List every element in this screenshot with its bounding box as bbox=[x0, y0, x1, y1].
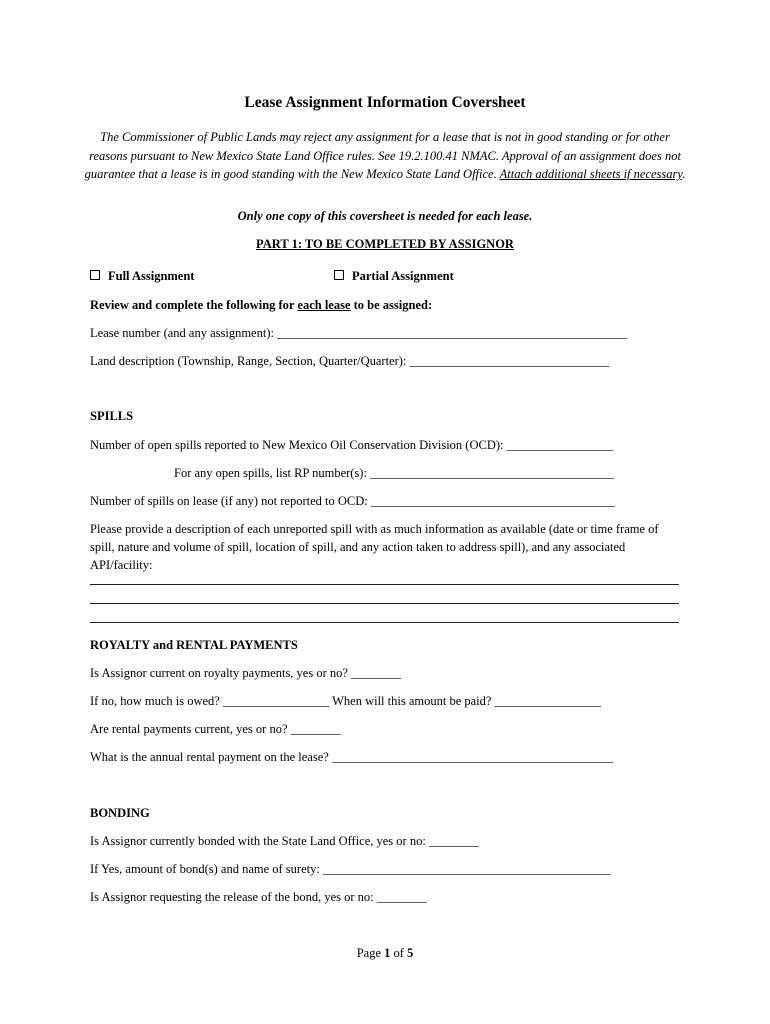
full-assignment-label: Full Assignment bbox=[108, 269, 195, 283]
spill-description-line-2[interactable] bbox=[90, 603, 679, 604]
full-assignment-checkbox[interactable] bbox=[90, 270, 100, 280]
page-of: of bbox=[390, 946, 408, 960]
rp-numbers-field[interactable]: For any open spills, list RP number(s): _______________________________________ bbox=[174, 466, 614, 480]
review-text-after: to be assigned: bbox=[350, 298, 433, 312]
partial-assignment-label: Partial Assignment bbox=[352, 269, 454, 283]
attach-period: . bbox=[682, 167, 686, 181]
spills-heading: SPILLS bbox=[90, 409, 134, 423]
page-word: Page bbox=[356, 946, 385, 960]
intro-paragraph bbox=[82, 128, 688, 184]
partial-assignment-option[interactable] bbox=[334, 268, 454, 284]
lease-number-field[interactable]: Lease number (and any assignment): ________________________________________________________ bbox=[90, 326, 628, 340]
unreported-spills-field[interactable]: Number of spills on lease (if any) not reported to OCD: _______________________________________ bbox=[90, 494, 615, 508]
page-total: 5 bbox=[407, 946, 414, 960]
bonding-heading: BONDING bbox=[90, 806, 150, 820]
bond-amount-field[interactable]: If Yes, amount of bond(s) and name of surety: ______________________________________________ bbox=[90, 862, 611, 876]
spill-description-prompt: Please provide a description of each unreported spill with as much information as available (date or time frame of spill, nature and volume of spill, location of spill, and any action taken to address spill), and any associated API/facility: bbox=[90, 522, 659, 572]
royalty-current-field[interactable]: Is Assignor current on royalty payments, yes or no? ________ bbox=[90, 666, 402, 680]
part1-heading: PART 1: TO BE COMPLETED BY ASSIGNOR bbox=[256, 237, 514, 251]
bonded-field[interactable]: Is Assignor currently bonded with the State Land Office, yes or no: ________ bbox=[90, 834, 479, 848]
document-title: Lease Assignment Information Coversheet bbox=[244, 94, 526, 111]
spill-description-line-3[interactable] bbox=[90, 622, 679, 623]
royalty-heading: ROYALTY and RENTAL PAYMENTS bbox=[90, 638, 298, 652]
full-assignment-option[interactable] bbox=[90, 268, 194, 284]
review-instruction bbox=[90, 297, 432, 313]
land-description-field[interactable]: Land description (Township, Range, Section, Quarter/Quarter): ________________________________ bbox=[90, 354, 610, 368]
open-spills-field[interactable]: Number of open spills reported to New Mexico Oil Conservation Division (OCD): _________________ bbox=[90, 438, 613, 452]
spill-description-line-1[interactable] bbox=[90, 584, 679, 585]
page-number bbox=[0, 945, 770, 961]
review-text-before: Review and complete the following for bbox=[90, 298, 298, 312]
review-text-underlined: each lease bbox=[297, 298, 351, 312]
attach-sheets-note: Attach additional sheets if necessary bbox=[499, 167, 683, 181]
rental-current-field[interactable]: Are rental payments current, yes or no? ________ bbox=[90, 722, 341, 736]
bond-release-field[interactable]: Is Assignor requesting the release of the bond, yes or no: ________ bbox=[90, 890, 427, 904]
annual-rental-field[interactable]: What is the annual rental payment on the lease? _____________________________________________ bbox=[90, 750, 614, 764]
page-current: 1 bbox=[384, 946, 391, 960]
amount-owed-field[interactable]: If no, how much is owed? _________________ When will this amount be paid? _________________ bbox=[90, 694, 601, 708]
intro-text: The Commissioner of Public Lands may reject any assignment for a lease that is not in good standing or for other reasons pursuant to New Mexico State Land Office rules. See 19.2.100.41 NMAC. Approval of an assignment does not guarantee that a lease is in good standing with the New Mexico State Land Office. bbox=[84, 130, 681, 181]
one-copy-note: Only one copy of this coversheet is needed for each lease. bbox=[237, 209, 533, 223]
partial-assignment-checkbox[interactable] bbox=[334, 270, 344, 280]
